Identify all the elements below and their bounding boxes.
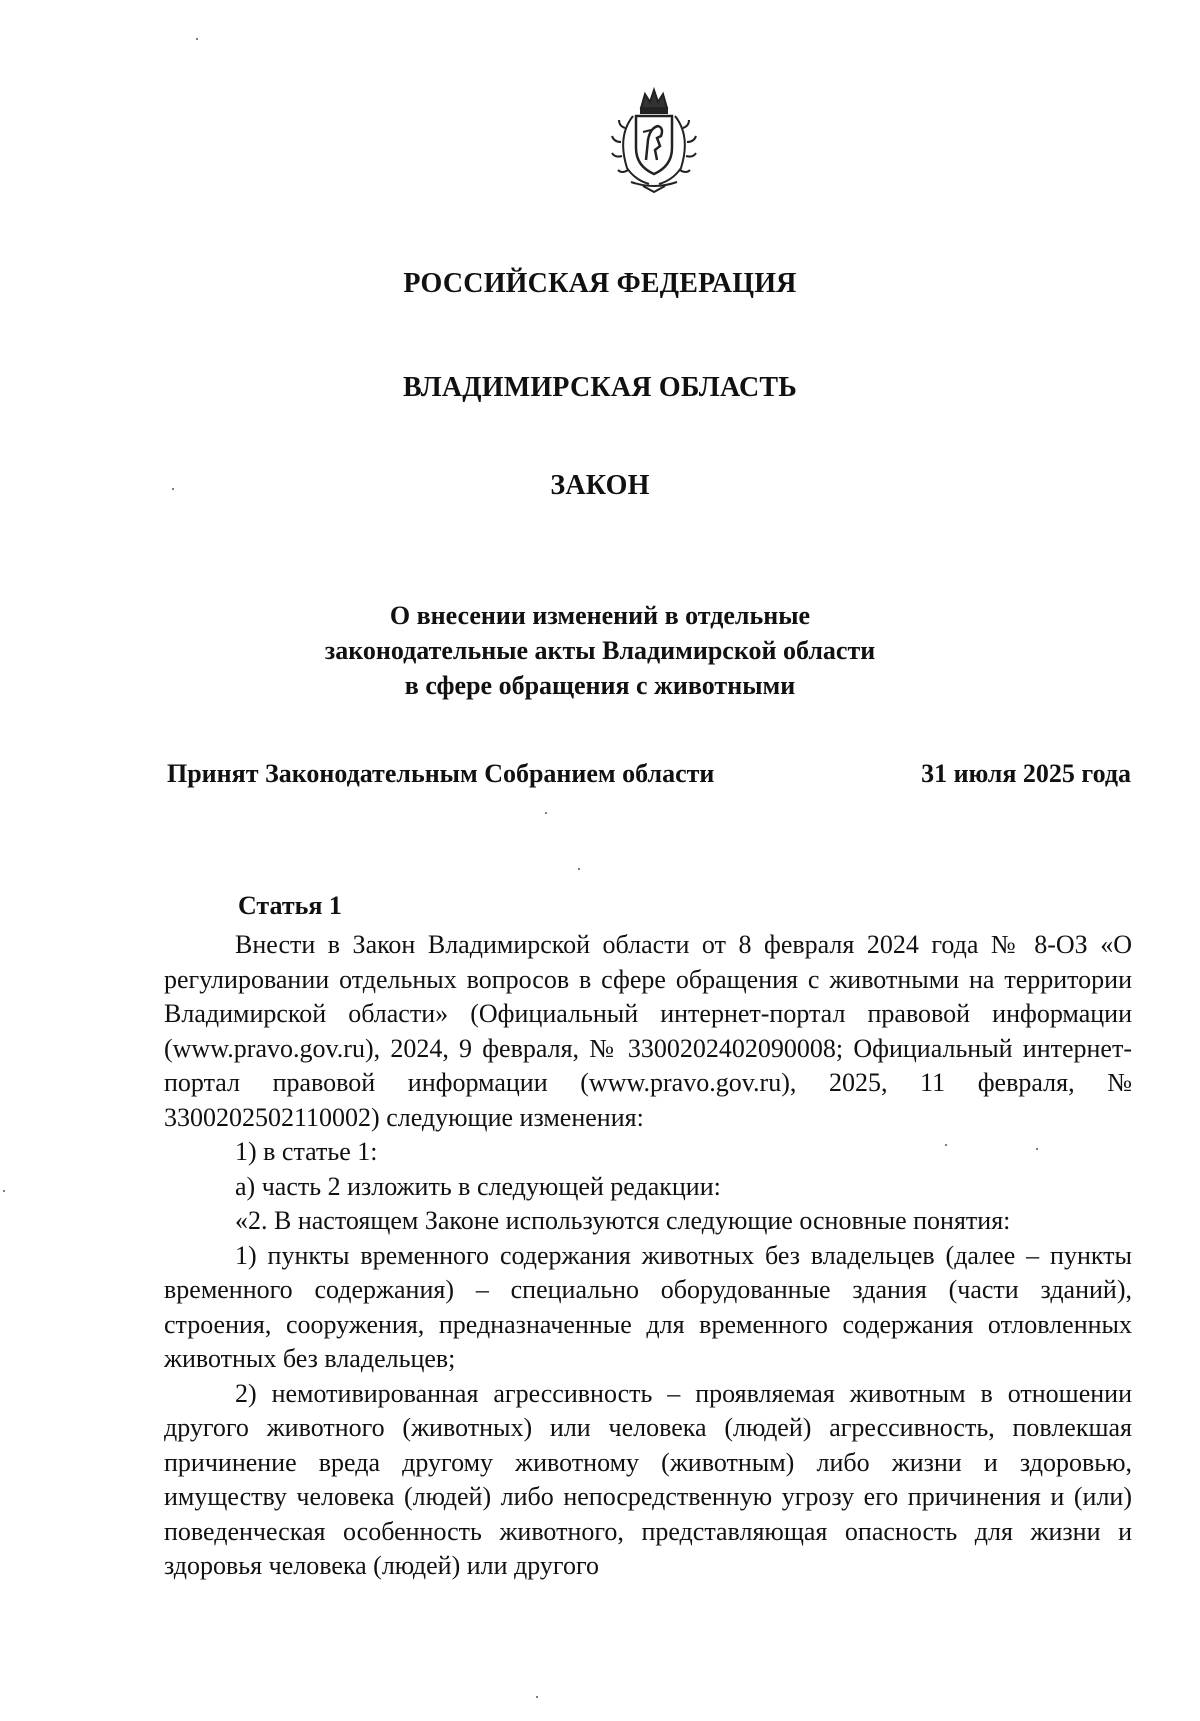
coat-of-arms-emblem — [603, 86, 705, 194]
article-paragraph: «2. В настоящем Законе используются следующие основные понятия: — [235, 1206, 1011, 1235]
law-title-line: О внесении изменений в отдельные — [389, 601, 811, 630]
country-heading: РОССИЙСКАЯ ФЕДЕРАЦИЯ — [403, 268, 797, 299]
article-paragraph: 1) пункты временного содержания животных без владельцев (далее – пункты временного содержания) – специально оборудованные здания (части зданий), строения, сооружения, предназначенные для временного содержания отловленных животных без владельцев; — [164, 1240, 1132, 1373]
scan-speck — [536, 1696, 538, 1698]
adoption-date: 31 июля 2025 года — [921, 759, 1131, 788]
law-title-line: законодательные акты Владимирской области — [324, 636, 876, 665]
article-title: Статья 1 — [238, 891, 342, 920]
article-body — [164, 928, 1132, 1584]
article-paragraph: 1) в статье 1: — [235, 1137, 378, 1166]
scan-speck — [945, 1144, 947, 1146]
scan-speck — [545, 812, 547, 814]
article-paragraph: а) часть 2 изложить в следующей редакции: — [235, 1171, 721, 1201]
scan-speck — [196, 38, 198, 40]
scan-speck — [3, 1190, 5, 1192]
scan-speck — [172, 488, 174, 490]
article-paragraph: 2) немотивированная агрессивность – проявляемая животным в отношении другого животного (животных) или человека (людей) агрессивность, повлекшая причинение вреда другому животному (животным) либо жизни и здоровью, имуществу человека (людей) либо непосредственную угрозу его причинения и (или) поведенческая особенность животного, представляющая опасность для жизни и здоровья человека (людей) или другого — [164, 1378, 1132, 1580]
article-paragraph: Внести в Закон Владимирской области от 8 февраля 2024 года № 8-ОЗ «О регулировании отдельных вопросов в сфере обращения с животными на территории Владимирской области» (Официальный интернет-портал правовой информации (www.pravo.gov.ru), 2024, 9 февраля, № 3300202402090008; Официальный интернет-портал правовой информации (www.pravo.gov.ru), 2025, 11 февраля, № 3300202502110002) следующие изменения: — [164, 930, 1132, 1132]
adoption-label: Принят Законодательным Собранием области — [167, 759, 715, 788]
law-title-line: в сфере обращения с животными — [404, 671, 796, 700]
scan-speck — [578, 868, 580, 870]
law-title — [0, 598, 1200, 703]
region-heading: ВЛАДИМИРСКАЯ ОБЛАСТЬ — [402, 372, 798, 403]
adoption-row — [167, 759, 1131, 789]
doc-type-heading: ЗАКОН — [550, 470, 650, 501]
scan-speck — [1036, 1148, 1038, 1150]
